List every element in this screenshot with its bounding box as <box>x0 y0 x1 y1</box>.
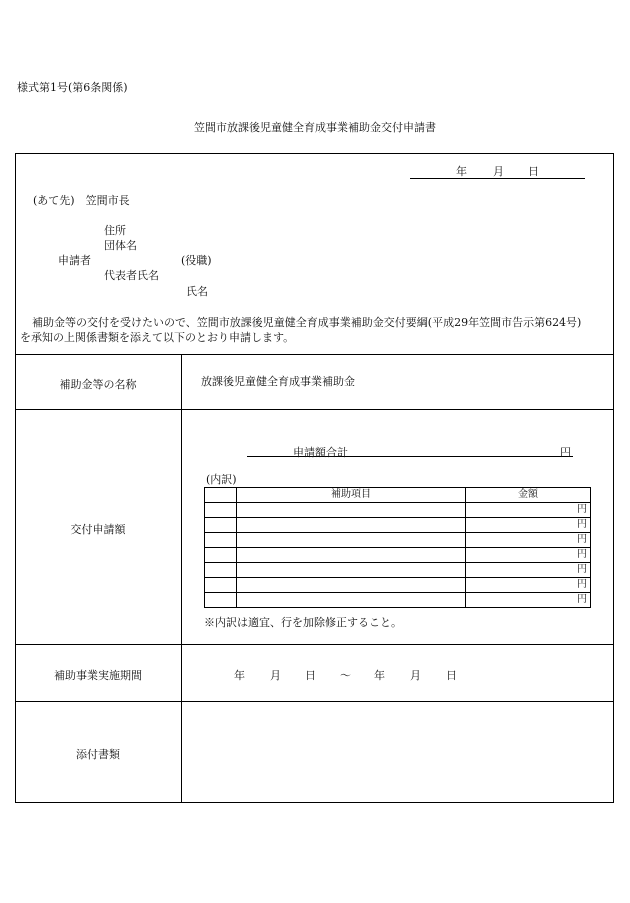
table-row[interactable] <box>205 563 591 578</box>
statement-line-1: 補助金等の交付を受けたいので、笠間市放課後児童健全育成事業補助金交付要綱(平成29年笠間市告示第624号) <box>32 316 582 329</box>
table-cell-amount[interactable]: 円 <box>466 533 591 548</box>
period-end-day: 日 <box>446 669 457 682</box>
table-cell-no[interactable] <box>205 503 237 518</box>
statement-line-2: を承知の上関係書類を添えて以下のとおり申請します。 <box>20 331 295 344</box>
form-number: 様式第1号(第6条関係) <box>17 81 128 94</box>
table-cell-amount[interactable]: 円 <box>466 563 591 578</box>
subsidy-name-label: 補助金等の名称 <box>59 378 137 391</box>
table-cell-amount[interactable]: 円 <box>466 548 591 563</box>
table-cell-amount[interactable]: 円 <box>466 503 591 518</box>
table-cell-item[interactable] <box>237 503 466 518</box>
table-cell-item[interactable] <box>237 563 466 578</box>
document-title: 笠間市放課後児童健全育成事業補助金交付申請書 <box>194 121 436 134</box>
table-cell-no[interactable] <box>205 593 237 608</box>
divider-line <box>15 409 614 410</box>
total-amount-label: 申請額合計 <box>293 446 348 459</box>
table-cell-no[interactable] <box>205 563 237 578</box>
period-start-day: 日 <box>305 669 316 682</box>
date-year: 年 <box>456 165 467 178</box>
org-name-label: 団体名 <box>104 239 137 252</box>
table-row[interactable] <box>205 518 591 533</box>
name-label: 氏名 <box>186 285 208 298</box>
position-label: (役職) <box>181 254 212 267</box>
table-cell-item[interactable] <box>237 533 466 548</box>
amount-label: 交付申請額 <box>70 523 126 536</box>
period-start-month: 月 <box>270 669 281 682</box>
table-row[interactable] <box>205 533 591 548</box>
table-cell-no[interactable] <box>205 548 237 563</box>
breakdown-label: (内訳) <box>206 473 237 486</box>
divider-line <box>15 354 614 355</box>
attachments-field[interactable] <box>182 702 613 802</box>
period-end-year: 年 <box>374 669 385 682</box>
table-row[interactable] <box>205 578 591 593</box>
table-cell-no[interactable] <box>205 578 237 593</box>
period-end-month: 月 <box>410 669 421 682</box>
representative-label: 代表者氏名 <box>104 269 159 282</box>
applicant-label: 申請者 <box>58 254 91 267</box>
divider-line <box>15 644 614 645</box>
table-header-no <box>205 488 237 503</box>
breakdown-table <box>204 487 591 608</box>
table-cell-item[interactable] <box>237 593 466 608</box>
breakdown-note: ※内訳は適宜、行を加除修正すること。 <box>204 616 402 629</box>
date-month: 月 <box>493 165 504 178</box>
table-cell-item[interactable] <box>237 518 466 533</box>
table-cell-no[interactable] <box>205 518 237 533</box>
table-header-amount: 金額 <box>466 488 591 503</box>
address-label: 住所 <box>104 224 126 237</box>
subsidy-name-value: 放課後児童健全育成事業補助金 <box>201 375 355 388</box>
date-field[interactable] <box>410 164 585 179</box>
table-cell-item[interactable] <box>237 578 466 593</box>
total-amount-field[interactable] <box>247 443 573 457</box>
table-cell-amount[interactable]: 円 <box>466 518 591 533</box>
table-row[interactable] <box>205 548 591 563</box>
table-cell-amount[interactable]: 円 <box>466 578 591 593</box>
table-cell-amount[interactable]: 円 <box>466 593 591 608</box>
table-cell-item[interactable] <box>237 548 466 563</box>
addressee: (あて先) 笠間市長 <box>33 194 130 207</box>
table-row[interactable] <box>205 593 591 608</box>
table-header-row <box>205 488 591 503</box>
table-header-item: 補助項目 <box>237 488 466 503</box>
period-label: 補助事業実施期間 <box>54 669 142 682</box>
table-cell-no[interactable] <box>205 533 237 548</box>
date-day: 日 <box>528 165 539 178</box>
period-separator: 〜 <box>340 669 351 682</box>
period-start-year: 年 <box>234 669 245 682</box>
yen-unit: 円 <box>560 446 571 459</box>
table-row[interactable] <box>205 503 591 518</box>
attachments-label: 添付書類 <box>76 748 120 761</box>
